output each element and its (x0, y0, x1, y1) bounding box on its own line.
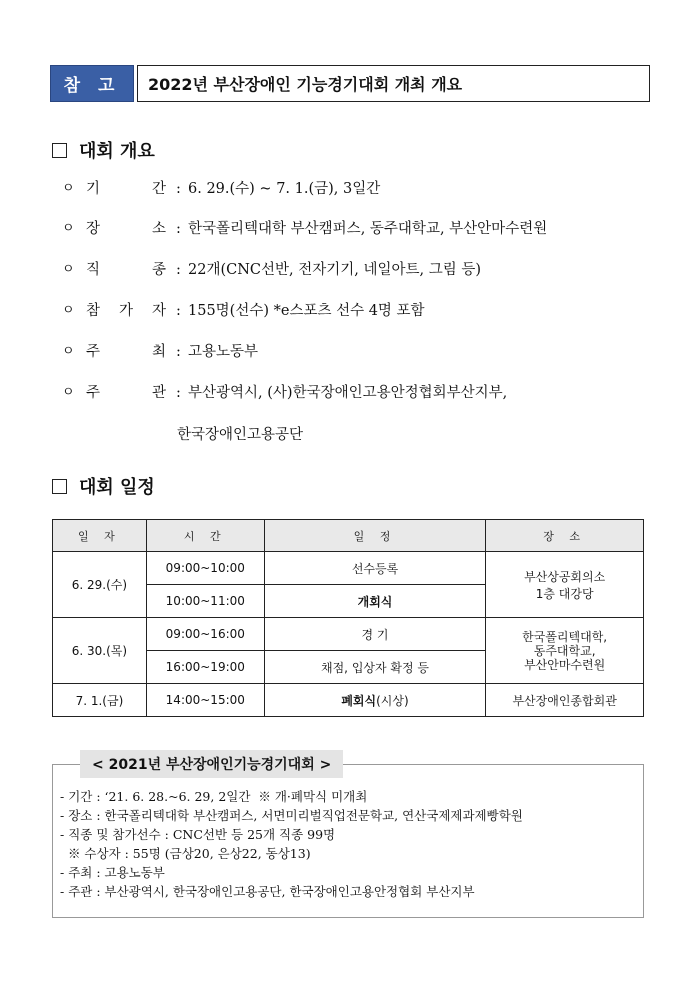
document-title: 2022년 부산장애인 기능경기대회 개최 개요 (137, 65, 650, 102)
time-cell: 14:00~15:00 (146, 684, 264, 717)
circle-bullet-icon: ㅇ (62, 262, 75, 277)
previous-event-line: - 장소 : 한국폴리텍대학 부산캠퍼스, 서면미리벌직업전문학교, 연산국제제과제빵학원 (60, 808, 523, 823)
label-char: 주 (86, 385, 101, 401)
circle-bullet-icon: ㅇ (62, 385, 75, 400)
venue-line: 1층 대강당 (535, 586, 594, 601)
item-value: 155명(선수) *e스포츠 선수 4명 포함 (188, 303, 425, 319)
item-value: 고용노동부 (188, 344, 259, 360)
label-char: 간 (151, 181, 166, 197)
label-char: 장 (86, 221, 101, 237)
overview-item (62, 301, 425, 321)
venue-cell (486, 552, 644, 618)
venue-line: 부산상공회의소 (524, 569, 606, 584)
item-label (86, 301, 176, 321)
circle-bullet-icon: ㅇ (62, 221, 75, 236)
event-cell (264, 684, 486, 717)
previous-event-line: - 주관 : 부산광역시, 한국장애인고용공단, 한국장애인고용안정협회 부산지부 (60, 884, 475, 899)
colon-separator: : (176, 385, 181, 401)
venue-line: 한국폴리텍대학, (522, 629, 608, 644)
section-title: 대회 일정 (79, 477, 155, 498)
square-bullet-icon (52, 479, 67, 494)
table-header-row (53, 520, 644, 552)
time-cell: 09:00~16:00 (146, 618, 264, 651)
venue-cell (486, 618, 644, 684)
previous-event-line: - 주최 : 고용노동부 (60, 865, 165, 880)
reference-tag: 참 고 (50, 65, 134, 102)
table-row (53, 618, 644, 651)
event-bold-text: 폐회식 (341, 693, 377, 708)
item-label (86, 260, 176, 280)
overview-item (62, 342, 258, 362)
label-char: 자 (151, 303, 166, 319)
colon-separator: : (176, 181, 181, 197)
label-char: 참 (86, 303, 101, 319)
item-label (86, 179, 176, 199)
label-char: 직 (86, 262, 101, 278)
label-char: 최 (151, 344, 166, 360)
square-bullet-icon (52, 143, 67, 158)
venue-line: 동주대학교, (533, 643, 596, 658)
event-cell: 경 기 (264, 618, 486, 651)
schedule-table (52, 519, 644, 717)
label-char: 주 (86, 344, 101, 360)
event-cell: 채점, 입상자 확정 등 (264, 651, 486, 684)
previous-event-line: - 직종 및 참가선수 : CNC선반 등 25개 직종 99명 (60, 827, 336, 842)
item-label (86, 383, 176, 403)
overview-item (62, 219, 547, 239)
table-row (53, 552, 644, 585)
time-cell: 10:00~11:00 (146, 585, 264, 618)
section-heading-overview (52, 137, 155, 163)
time-cell: 16:00~19:00 (146, 651, 264, 684)
label-char: 관 (151, 385, 166, 401)
section-title: 대회 개요 (79, 141, 155, 162)
colon-separator: : (176, 303, 181, 319)
date-cell: 7. 1.(금) (53, 684, 147, 717)
header-venue: 장 소 (486, 520, 644, 552)
circle-bullet-icon: ㅇ (62, 344, 75, 359)
previous-event-line: ※ 수상자 : 55명 (금상20, 은상22, 동상13) (60, 846, 311, 861)
label-char: 가 (118, 303, 133, 319)
document-header (50, 65, 463, 102)
circle-bullet-icon: ㅇ (62, 303, 75, 318)
item-value: 6. 29.(수) ~ 7. 1.(금), 3일간 (188, 181, 381, 197)
colon-separator: : (176, 344, 181, 360)
previous-event-line: - 기간 : ‘21. 6. 28.~6. 29, 2일간 ※ 개·폐막식 미개최 (60, 789, 368, 804)
event-text: (시상) (376, 693, 409, 708)
overview-item (62, 383, 507, 403)
header-event: 일 정 (264, 520, 486, 552)
date-cell: 6. 30.(목) (53, 618, 147, 684)
venue-line: 부산안마수련원 (524, 657, 606, 672)
item-value: 한국폴리텍대학 부산캠퍼스, 동주대학교, 부산안마수련원 (188, 221, 548, 237)
colon-separator: : (176, 221, 181, 237)
previous-event-title: < 2021년 부산장애인기능경기대회 > (80, 750, 343, 778)
item-value: 22개(CNC선반, 전자기기, 네일아트, 그림 등) (188, 262, 482, 278)
overview-item (62, 179, 380, 199)
table-row (53, 684, 644, 717)
date-cell: 6. 29.(수) (53, 552, 147, 618)
label-char: 기 (86, 181, 101, 197)
label-char: 소 (151, 221, 166, 237)
overview-item (62, 260, 481, 280)
event-cell: 선수등록 (264, 552, 486, 585)
circle-bullet-icon: ㅇ (62, 181, 75, 196)
section-heading-schedule (52, 473, 155, 499)
header-time: 시 간 (146, 520, 264, 552)
event-cell: 개회식 (264, 585, 486, 618)
venue-cell: 부산장애인종합회관 (486, 684, 644, 717)
organizer-continuation: 한국장애인고용공단 (177, 427, 304, 443)
time-cell: 09:00~10:00 (146, 552, 264, 585)
item-label (86, 219, 176, 239)
item-value: 부산광역시, (사)한국장애인고용안정협회부산지부, (188, 385, 508, 401)
colon-separator: : (176, 262, 181, 278)
item-label (86, 342, 176, 362)
header-date: 일 자 (53, 520, 147, 552)
label-char: 종 (151, 262, 166, 278)
